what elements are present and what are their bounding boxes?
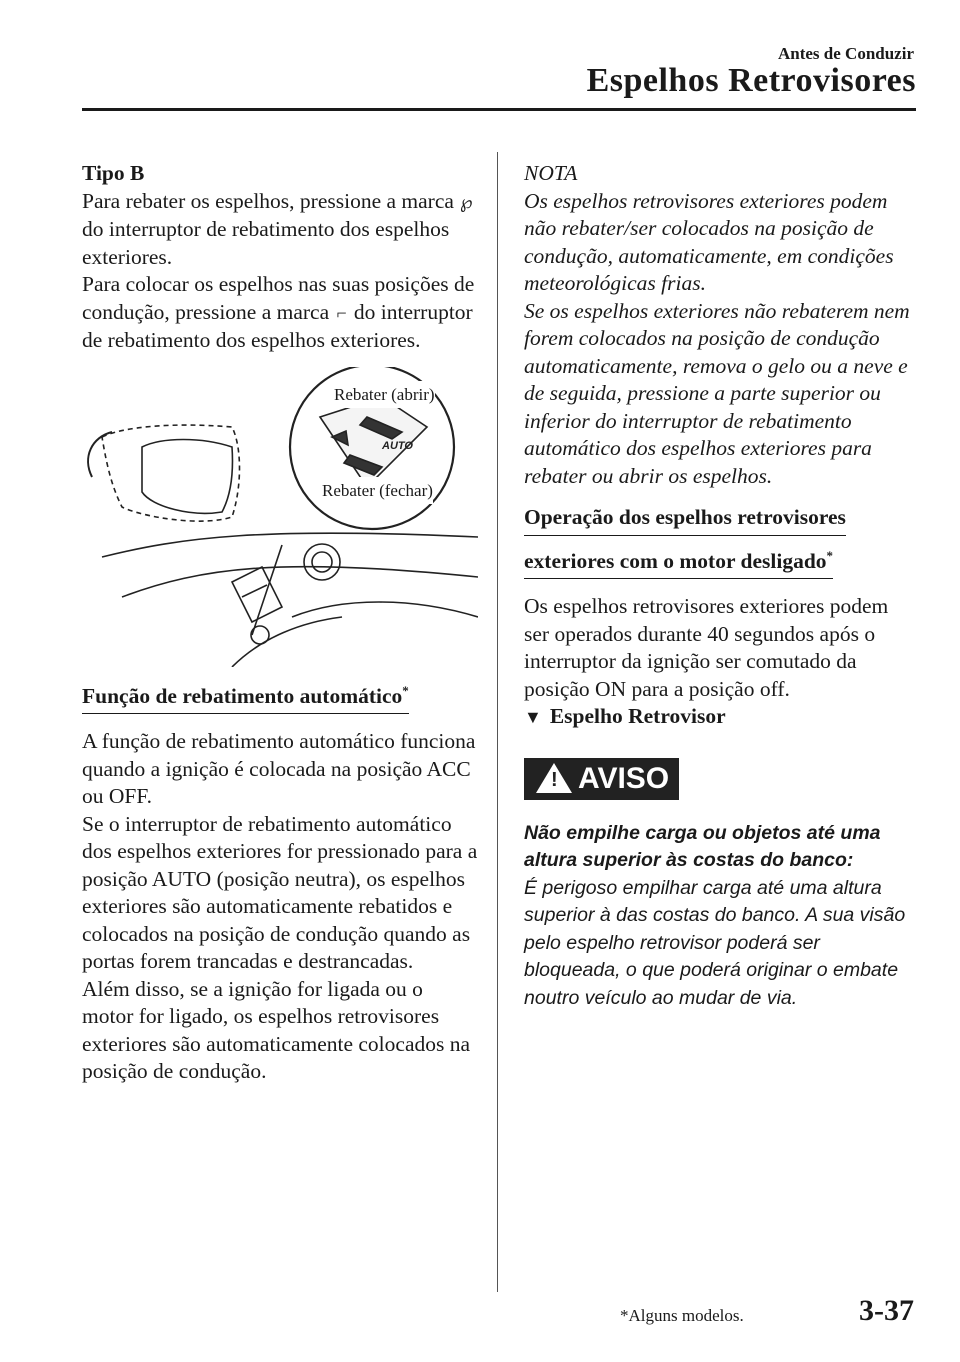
- nota-heading: NOTA: [524, 161, 578, 185]
- warning-body: É perigoso empilhar carga até uma altura superior à das costas do banco. A sua visão pelo espelho retrovisor poderá ser bloqueada, o que poderá originar o embate noutro veículo ao mudar de via.: [524, 876, 906, 1009]
- label-close: Rebater (fechar): [322, 477, 433, 505]
- tipo-b-heading: Tipo B: [82, 161, 145, 185]
- rearview-mirror-heading: ▼ Espelho Retrovisor: [524, 704, 726, 729]
- auto-fold-heading: Função de rebatimento automático*: [82, 677, 409, 715]
- right-column: [524, 160, 916, 1012]
- label-open: Rebater (abrir): [334, 381, 435, 409]
- header-chapter: Antes de Conduzir: [777, 44, 914, 63]
- warning-heading: Não empilhe carga ou objetos até uma altura superior às costas do banco:: [524, 821, 881, 872]
- page-number: 3-37: [859, 1294, 914, 1327]
- fold-instruction: Para rebater os espelhos, pressione a marca ℘ do interruptor de rebatimento dos espelhos exteriores.: [82, 188, 473, 269]
- footnote: *Alguns modelos.: [620, 1306, 744, 1325]
- engine-off-body: Os espelhos retrovisores exteriores podem ser operados durante 40 segundos após o interruptor da ignição ser comutado da posição ON para a posição off.: [524, 594, 889, 701]
- warning-badge: ! AVISO: [524, 758, 679, 800]
- mirror-switch-figure: [82, 367, 478, 667]
- fold-mark-icon: ℘: [460, 191, 473, 212]
- nota-body: Os espelhos retrovisores exteriores podem não rebater/ser colocados na posição de condução, automaticamente, em condições meteorológicas frias. Se os espelhos exteriores não rebaterem nem forem colocados na posição de condução automaticamente, remova o gelo ou a neve e de seguida, pressione a parte superior ou inferior do interruptor de rebatimento automático dos espelhos exteriores para rebater ou abrir os espelhos.: [524, 188, 910, 488]
- left-column: [82, 160, 478, 1086]
- triangle-bullet-icon: ▼: [524, 707, 542, 728]
- unfold-mark-icon: ⌐: [336, 302, 347, 323]
- auto-fold-body: A função de rebatimento automático funciona quando a ignição é colocada na posição ACC ou OFF. Se o interruptor de rebatimento automático dos espelhos exteriores for pressionado para a posição AUTO (posição neutra), os espelhos exteriores são automaticamente rebatidos e colocados na posição de condução quando as portas forem trancadas e destrancadas. Além disso, se a ignição for ligada ou o motor for ligado, os espelhos retrovisores exteriores são automaticamente colocados na posição de condução.: [82, 729, 478, 1084]
- engine-off-heading: Operação dos espelhos retrovisores exteriores com o motor desligado*: [524, 504, 916, 579]
- auto-switch-label: AUTO: [382, 439, 413, 452]
- page-title: Espelhos Retrovisores: [586, 62, 916, 99]
- column-divider: [497, 152, 498, 1292]
- header-rule: [82, 108, 916, 111]
- warning-icon: !: [536, 763, 572, 793]
- unfold-instruction: Para colocar os espelhos nas suas posições de condução, pressione a marca ⌐ do interruptor de rebatimento dos espelhos exteriores.: [82, 272, 475, 352]
- mirror-illustration: [82, 367, 478, 667]
